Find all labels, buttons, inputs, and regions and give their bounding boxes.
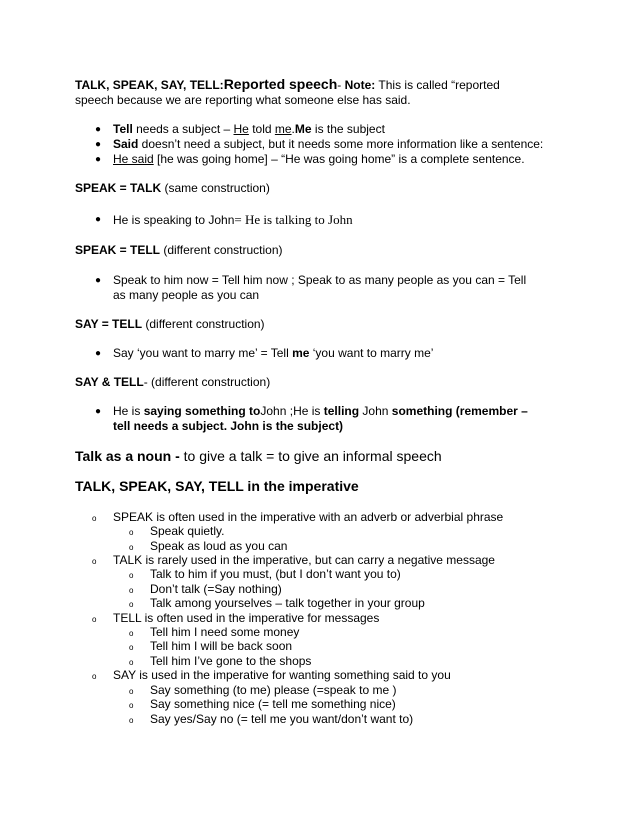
imperative-sub-item [129, 539, 288, 554]
bullet-icon: ● [94, 124, 102, 135]
imperative-sub-item [129, 596, 425, 611]
circle-bullet-icon: o [129, 543, 134, 552]
list-item [94, 346, 434, 361]
imperative-sub-item [129, 654, 312, 669]
bullet-icon: ● [94, 139, 102, 150]
imperative-sub-item [129, 683, 397, 698]
section-speak-tell [75, 243, 283, 258]
imperative-sub-item [129, 582, 282, 597]
circle-bullet-icon: o [129, 658, 134, 667]
text: is the subject [311, 122, 385, 136]
imperative-sub-item [129, 712, 414, 727]
imperative-sub-item [129, 697, 396, 712]
section-note: - (different construction) [143, 375, 271, 389]
term: saying something to [143, 404, 261, 418]
text: needs a subject – [132, 122, 234, 136]
circle-bullet-icon: o [92, 514, 97, 523]
imperative-item [92, 553, 495, 568]
text: ‘you want to marry me’ [309, 346, 434, 360]
underlined-text: me [274, 122, 292, 136]
imperative-sub-item [129, 524, 225, 539]
term: telling [323, 404, 360, 418]
section-note: (same construction) [161, 181, 270, 195]
text: John [359, 404, 392, 418]
list-item-continuation [113, 419, 343, 434]
circle-bullet-icon: o [129, 701, 134, 710]
section-heading: SAY = TELL [75, 317, 143, 331]
term: tell needs a subject. John is the subject) [113, 419, 344, 433]
list-item [94, 122, 385, 137]
list-item [94, 273, 527, 288]
bullet-icon: ● [94, 154, 102, 165]
section-heading: SPEAK = TALK [75, 181, 162, 195]
bullet-icon: ● [94, 406, 102, 417]
text: TELL is often used in the imperative for messages [113, 611, 380, 625]
text: doesn’t need a subject, but it needs some more information like a sentence: [138, 137, 544, 151]
section-say-and-tell [75, 375, 270, 390]
list-item [94, 152, 525, 167]
list-item [94, 137, 544, 152]
text: He is [113, 404, 144, 418]
text: Tell him I will be back soon [150, 639, 293, 653]
circle-bullet-icon: o [129, 528, 134, 537]
term: me [292, 346, 310, 360]
text: = He is talking to John [234, 212, 353, 227]
text: Say something nice (= tell me something nice) [150, 697, 396, 711]
intro-note-text: This is called “reported [375, 78, 500, 92]
intro-dash: - [337, 78, 345, 92]
intro-title: TALK, SPEAK, SAY, TELL: [75, 78, 224, 92]
imperative-sub-item [129, 625, 300, 640]
term: Said [113, 137, 139, 151]
term: Tell [113, 122, 133, 136]
text: Tell him I need some money [150, 625, 300, 639]
imperative-sub-item [129, 567, 401, 582]
section-heading: SAY & TELL [75, 375, 144, 389]
circle-bullet-icon: o [129, 571, 134, 580]
term: Me [294, 122, 312, 136]
imperative-heading: TALK, SPEAK, SAY, TELL in the imperative [75, 478, 359, 494]
circle-bullet-icon: o [129, 687, 134, 696]
text: SPEAK is often used in the imperative with an adverb or adverbial phrase [113, 510, 504, 524]
text: Say something (to me) please (=speak to me ) [150, 683, 397, 697]
section-note: (different construction) [160, 243, 283, 257]
bullet-icon: ● [94, 214, 102, 225]
circle-bullet-icon: o [129, 643, 134, 652]
circle-bullet-icon: o [92, 557, 97, 566]
intro-line-1 [75, 77, 500, 93]
circle-bullet-icon: o [92, 615, 97, 624]
circle-bullet-icon: o [129, 629, 134, 638]
section-heading: SPEAK = TELL [75, 243, 161, 257]
circle-bullet-icon: o [92, 672, 97, 681]
circle-bullet-icon: o [129, 600, 134, 609]
bullet-icon: ● [94, 275, 102, 286]
text: Say ‘you want to marry me’ = Tell [113, 346, 293, 360]
text: He is speaking to John [113, 213, 235, 227]
text: TALK is rarely used in the imperative, but can carry a negative message [113, 553, 495, 567]
term: something (remember – [391, 404, 528, 418]
text: Don’t talk (=Say nothing) [150, 582, 282, 596]
list-item-continuation: as many people as you can [113, 288, 260, 302]
text: told [248, 122, 275, 136]
text: . [291, 122, 295, 136]
intro-note-label: Note: [344, 78, 376, 92]
text: Tell him I’ve gone to the shops [150, 654, 312, 668]
text: SAY is used in the imperative for wanting something said to you [113, 668, 451, 682]
bullet-icon: ● [94, 348, 102, 359]
talk-as-noun [75, 448, 442, 465]
text: to give a talk = to give an informal speech [183, 448, 442, 464]
section-note: (different construction) [142, 317, 265, 331]
underlined-text: He [233, 122, 249, 136]
text: Speak to him now = Tell him now ; Speak to as many people as you can = Tell [113, 273, 527, 287]
imperative-sub-item [129, 639, 293, 654]
imperative-item [92, 668, 451, 683]
text: John ;He is [260, 404, 324, 418]
text: [he was going home] – “He was going home” is a complete sentence. [153, 152, 525, 166]
section-heading: Talk as a noun - [75, 448, 184, 464]
text: Talk to him if you must, (but I don’t want you to) [150, 567, 401, 581]
imperative-item [92, 510, 504, 525]
intro-reported-speech: Reported speech [223, 76, 338, 92]
underlined-text: He said [113, 152, 154, 166]
section-say-tell [75, 317, 265, 332]
text: Say yes/Say no (= tell me you want/don’t want to) [150, 712, 414, 726]
section-speak-talk [75, 181, 270, 196]
text: Speak quietly. [150, 524, 225, 538]
circle-bullet-icon: o [129, 586, 134, 595]
circle-bullet-icon: o [129, 716, 134, 725]
list-item [94, 404, 528, 419]
text: Speak as loud as you can [150, 539, 288, 553]
text: Talk among yourselves – talk together in your group [150, 596, 425, 610]
intro-line-2: speech because we are reporting what someone else has said. [75, 93, 411, 107]
imperative-item [92, 611, 380, 626]
list-item [94, 212, 353, 228]
